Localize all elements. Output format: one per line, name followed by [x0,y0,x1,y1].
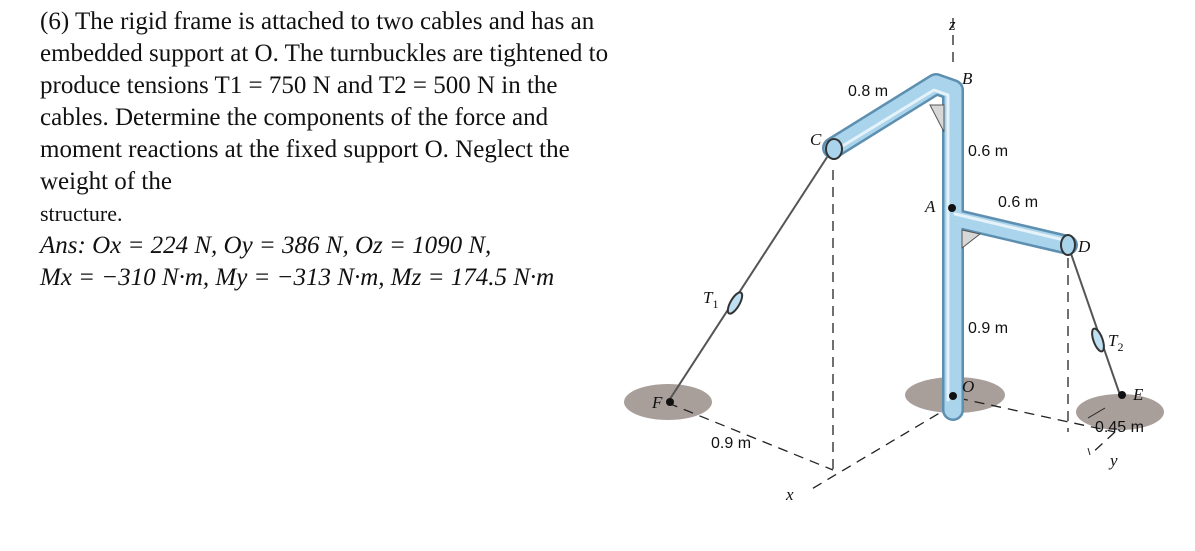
point-o [949,392,957,400]
dimension-0-8m: 0.8 m [848,83,889,100]
tension-t1-subscript: 1 [712,297,719,311]
end-cap-c [826,139,842,159]
frame-diagram [600,0,1195,546]
dimension-0-6m-ab: 0.6 m [968,143,1009,160]
dimension-0-9m-oa: 0.9 m [968,320,1009,337]
tension-t1-letter: T [703,288,713,307]
point-f [666,398,674,406]
problem-body: The rigid frame is attached to two cables and has an embedded support at O. The turnbuckles are tightened to produce tensions T1 = 750 N and T2 = 500 N in the cables. Determine the components of the force and moment reactions at the fixed support O. Neglect the weight of the [40,8,609,195]
point-e [1118,391,1126,399]
tension-t2-label [1108,331,1123,354]
problem-text [40,6,615,198]
cable-de [1068,245,1120,395]
label-f: F [652,393,663,412]
rigid-frame [833,84,1068,410]
answer-line-2: Mx = −310 N·m, My = −313 N·m, Mz = 174.5 N·m [40,264,555,291]
problem-number: (6) [40,8,70,35]
tension-t2-letter: T [1108,331,1118,350]
label-c: C [810,130,822,149]
tension-t1-label [703,288,718,311]
gusset-b [930,105,944,132]
label-e: E [1133,385,1144,404]
tension-t2-subscript: 2 [1117,340,1124,354]
dimension-0-9m-of: 0.9 m [711,435,752,452]
dimension-0-6m-ad: 0.6 m [998,194,1039,211]
answer-line-1: Ans: Ox = 224 N, Oy = 386 N, Oz = 1090 N, [40,232,492,259]
label-b: B [962,69,973,88]
label-x: x [786,485,794,504]
frame-figure [600,0,1195,546]
label-o: O [962,377,975,396]
label-y: y [1110,451,1118,470]
end-cap-d [1061,235,1075,255]
label-d: D [1078,237,1091,256]
label-a: A [925,197,936,216]
point-a [948,204,956,212]
problem-statement [40,6,615,294]
dimension-0-45m: 0.45 m [1095,419,1144,436]
problem-text-tail: structure. [40,201,123,226]
dashed-guides [668,18,1115,490]
cable-cf [668,148,833,402]
turnbuckle-t1 [725,290,745,315]
label-z: z [949,15,956,34]
turnbuckle-t2 [1090,327,1107,353]
